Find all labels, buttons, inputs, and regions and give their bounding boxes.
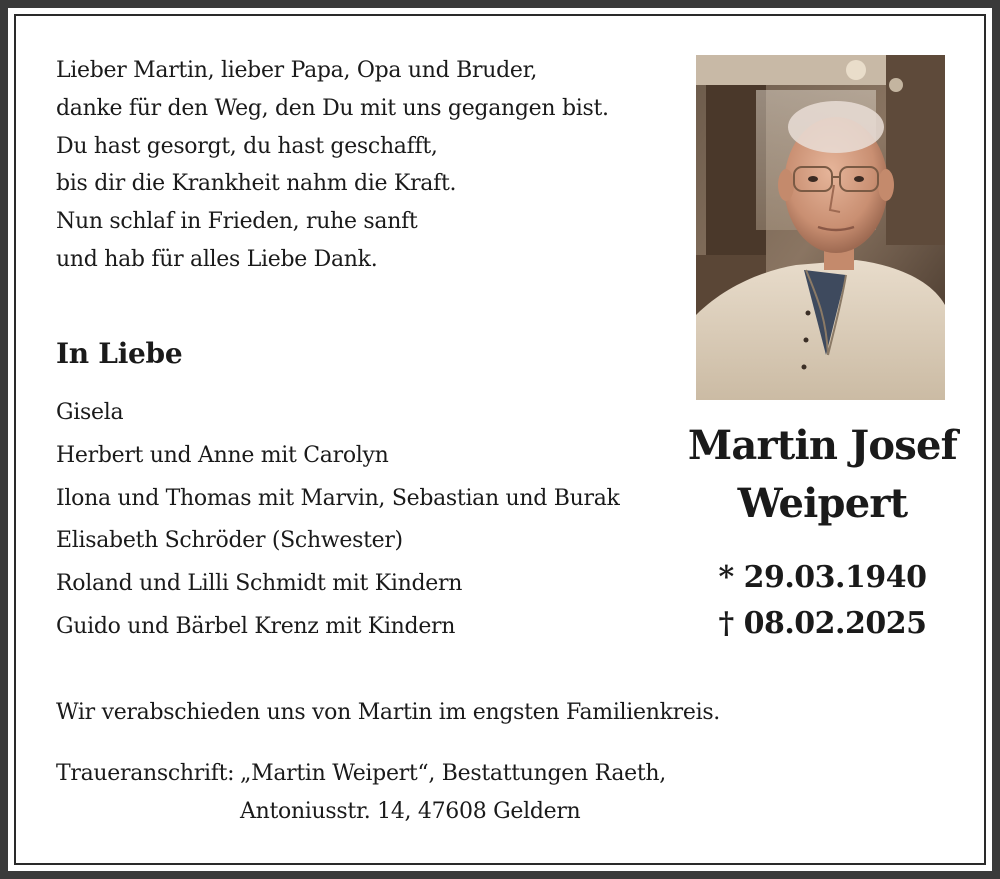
- poem-line: Nun schlaf in Frieden, ruhe sanft: [56, 209, 418, 235]
- poem: [56, 52, 656, 279]
- address-line-1: „Martin Weipert“, Bestattungen Raeth,: [240, 761, 666, 786]
- farewell-notice: Wir verabschieden uns von Martin im engsten Familienkreis.: [56, 700, 720, 725]
- poem-line: bis dir die Krankheit nahm die Kraft.: [56, 171, 457, 197]
- mourner-name: Elisabeth Schröder (Schwester): [56, 528, 403, 554]
- mourners-heading: In Liebe: [56, 337, 183, 370]
- poem-line: Du hast gesorgt, du hast geschafft,: [56, 133, 438, 159]
- mourner-name: Herbert und Anne mit Carolyn: [56, 442, 389, 468]
- mourners-list: [56, 392, 676, 649]
- mourner-name: Gisela: [56, 400, 124, 425]
- poem-line: danke für den Weg, den Du mit uns gegangen bist.: [56, 95, 609, 121]
- address-label: Traueranschrift:: [56, 761, 235, 786]
- mourner-name: Ilona und Thomas mit Marvin, Sebastian und Burak: [56, 485, 620, 511]
- death-date: † 08.02.2025: [718, 606, 927, 641]
- mourner-name: Roland und Lilli Schmidt mit Kindern: [56, 571, 463, 597]
- deceased-name: [680, 417, 965, 533]
- address-line-2: Antoniusstr. 14, 47608 Geldern: [240, 799, 581, 824]
- poem-line: und hab für alles Liebe Dank.: [56, 246, 378, 272]
- mourner-name: Guido und Bärbel Krenz mit Kindern: [56, 613, 456, 639]
- life-dates: [680, 555, 965, 647]
- birth-date: * 29.03.1940: [718, 560, 927, 595]
- name-first-line: Martin Josef: [687, 422, 958, 469]
- poem-line: Lieber Martin, lieber Papa, Opa und Bruder,: [56, 58, 538, 83]
- portrait-photo: [696, 55, 945, 400]
- name-last-line: Weipert: [737, 480, 908, 527]
